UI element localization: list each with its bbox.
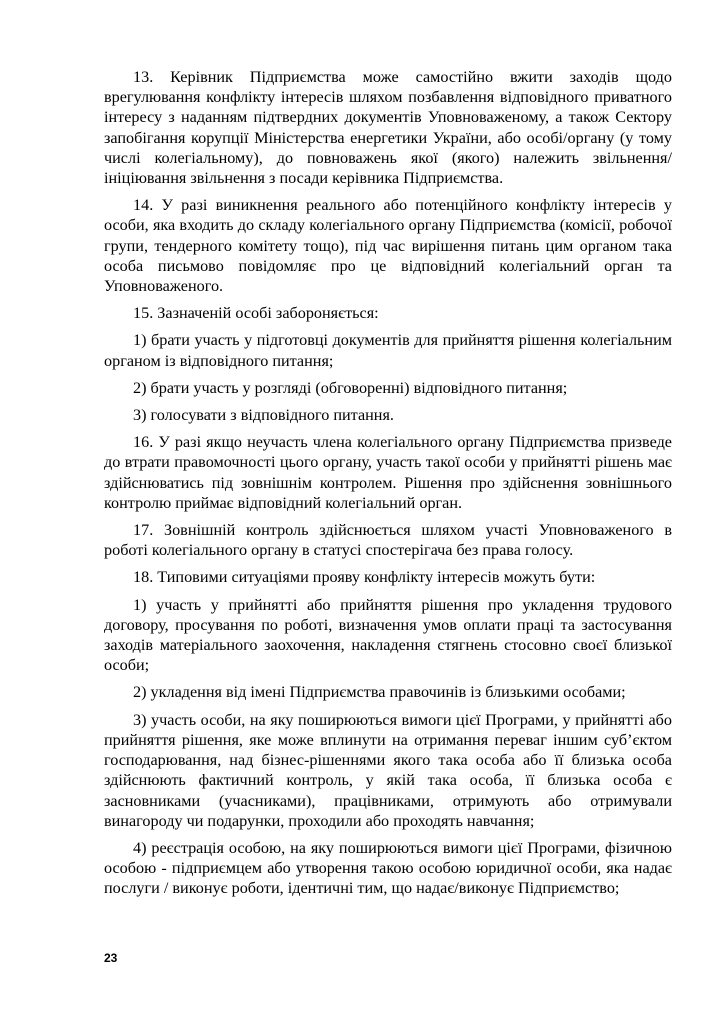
list-item-18-3: 3) участь особи, на яку поширюються вимоги цієї Програми, у прийнятті або прийняття рішення, яке може вплинути на отримання переваг іншим суб’єктом господарювання, над бізнес-рішеннями якого така особа або її близька особа здійснюють фактичний контроль, у якій така особа, її близька особа є засновниками (учасниками), працівниками, отримують або отримували винагороду чи подарунки, проходили або проходять навчання;: [104, 710, 672, 830]
list-item-15-2: 2) брати участь у розгляді (обговоренні) відповідного питання;: [133, 378, 568, 397]
list-item-18-2: 2) укладення від імені Підприємства правочинів із близькими особами;: [133, 683, 626, 702]
paragraph-16: 16. У разі якщо неучасть члена колегіального органу Підприємства призведе до втрати правомочності цього органу, участь такої особи у прийнятті рішень має здійснюватись під зовнішнім контролем. Рішення про здійснення зовнішнього контролю приймає відповідний колегіальний орган.: [104, 433, 672, 512]
paragraph-17: 17. Зовнішній контроль здійснюється шляхом участі Уповноваженого в роботі колегіального органу в статусі спостерігача без права голосу.: [104, 521, 672, 560]
list-item-15-1: 1) брати участь у підготовці документів для прийняття рішення колегіальним органом із відповідного питання;: [104, 331, 672, 370]
paragraph-14: 14. У разі виникнення реального або потенційного конфлікту інтересів у особи, яка входить до складу колегіального органу Підприємства (комісії, робочої групи, тендерного комітету тощо), під час вирішення питань цим органом така особа письмово повідомляє про це відповідний колегіальний орган та Уповноваженого.: [104, 196, 672, 296]
paragraph-13: 13. Керівник Підприємства може самостійно вжити заходів щодо врегулювання конфлікту інтересів шляхом позбавлення відповідного приватного інтересу з наданням підтвердних документів Уповноваженому, а також Сектору запобігання корупції Міністерства енергетики України, або особі/органу (у тому числі колегіальному), до повноважень якої (якого) належить звільнення/ініціювання звільнення з посади керівника Підприємства.: [104, 68, 672, 188]
list-item-15-3: 3) голосувати з відповідного питання.: [133, 406, 394, 425]
paragraph-15: 15. Зазначеній особі забороняється:: [133, 304, 379, 323]
document-body: [104, 67, 672, 906]
list-item-18-4: 4) реєстрація особою, на яку поширюються вимоги цієї Програми, фізичною особою - підприємцем або утворення такою особою юридичної особи, яка надає послуги / виконує роботи, ідентичні тим, що надає/виконує Підприємство;: [104, 838, 672, 898]
paragraph-18: 18. Типовими ситуаціями прояву конфлікту інтересів можуть бути:: [133, 568, 596, 587]
list-item-18-1: 1) участь у прийнятті або прийняття рішення про укладення трудового договору, просування по роботі, визначення умов оплати праці та застосування заходів матеріального заохочення, накладення стягнень стосовно своєї близької особи;: [104, 595, 672, 675]
page-number: 23: [104, 951, 118, 965]
